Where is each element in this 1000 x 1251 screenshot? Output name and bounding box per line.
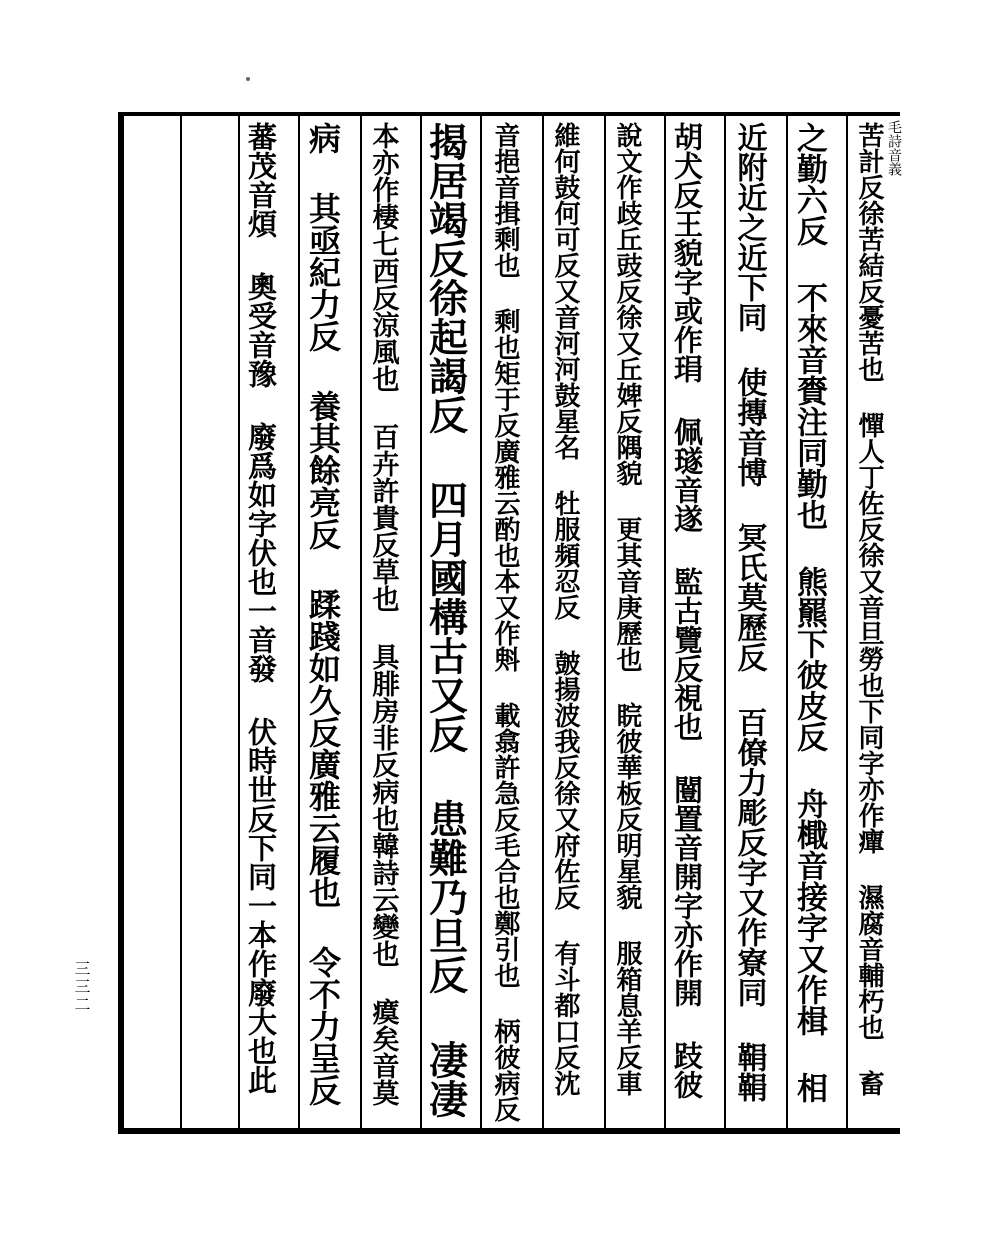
column-text: 揭居竭反徐起謁反 四月國構古又反 患難乃旦反 凄凄 [422, 122, 469, 1118]
text-column-1 [842, 122, 896, 1096]
column-text: 本亦作棲七西反涼風也 百卉許貴反草也 具腓房非反病也韓詩云變也 瘼矣音莫 [367, 122, 399, 1106]
text-column-10 [296, 122, 350, 1106]
column-text: 之勤六反 不來音賚注同勤也 熊羆下彼皮反 舟檝音接字又作楫 相 [791, 122, 827, 1103]
column-text: 病 其亟紀力反 養其餘亮反 蹂踐如久反廣雅云履也 令不力呈反 [304, 122, 342, 1106]
column-text: 維何鼓何可反又音河河鼓星名 牡服頻忍反 皷揚波我反徐又府佐反 有斗都口反沈 [550, 122, 580, 1096]
text-column-11 [234, 122, 288, 1094]
text-column-5 [600, 122, 654, 1096]
column-text: 音挹音揖剩也 剩也矩于反廣雅云酌也本又作斞 載翕許急反毛合也鄭引也 柄彼病反 [490, 122, 520, 1122]
column-text: 胡犬反王貌字或作琄 佩璲音遂 監古覽反視也 闓置音開字亦作開 跂彼 [670, 122, 704, 1099]
running-title: 毛詩音義 [886, 120, 902, 176]
text-column-9 [356, 122, 410, 1106]
text-column-7 [478, 122, 532, 1122]
page-number: 三三二 [72, 960, 91, 1014]
text-column-3 [722, 122, 776, 1102]
column-rule [180, 116, 182, 1130]
column-text: 說文作歧丘豉反徐又丘婢反隅貌 更其音庚歷也 睆彼華板反明星貌 服箱息羊反車 [612, 122, 642, 1096]
text-column-6 [538, 122, 592, 1096]
text-column-8 [418, 122, 472, 1118]
ink-speck [246, 77, 250, 81]
column-text: 蕃茂音煩 奧受音豫 廢爲如字伏也一音發 伏時世反下同一本作廢大也此 [244, 122, 278, 1094]
column-text: 近附近之近下同 使摶音博 冥氏莫歷反 百僚力彫反字又作寮同 鞙鞙 [731, 122, 767, 1102]
text-column-2 [782, 122, 836, 1103]
column-text: 苦計反徐苦結反憂苦也 憚人丁佐反徐又音旦勞也下同字亦作癉 濕腐音輔朽也 畜 [854, 122, 884, 1096]
text-column-4 [660, 122, 714, 1099]
